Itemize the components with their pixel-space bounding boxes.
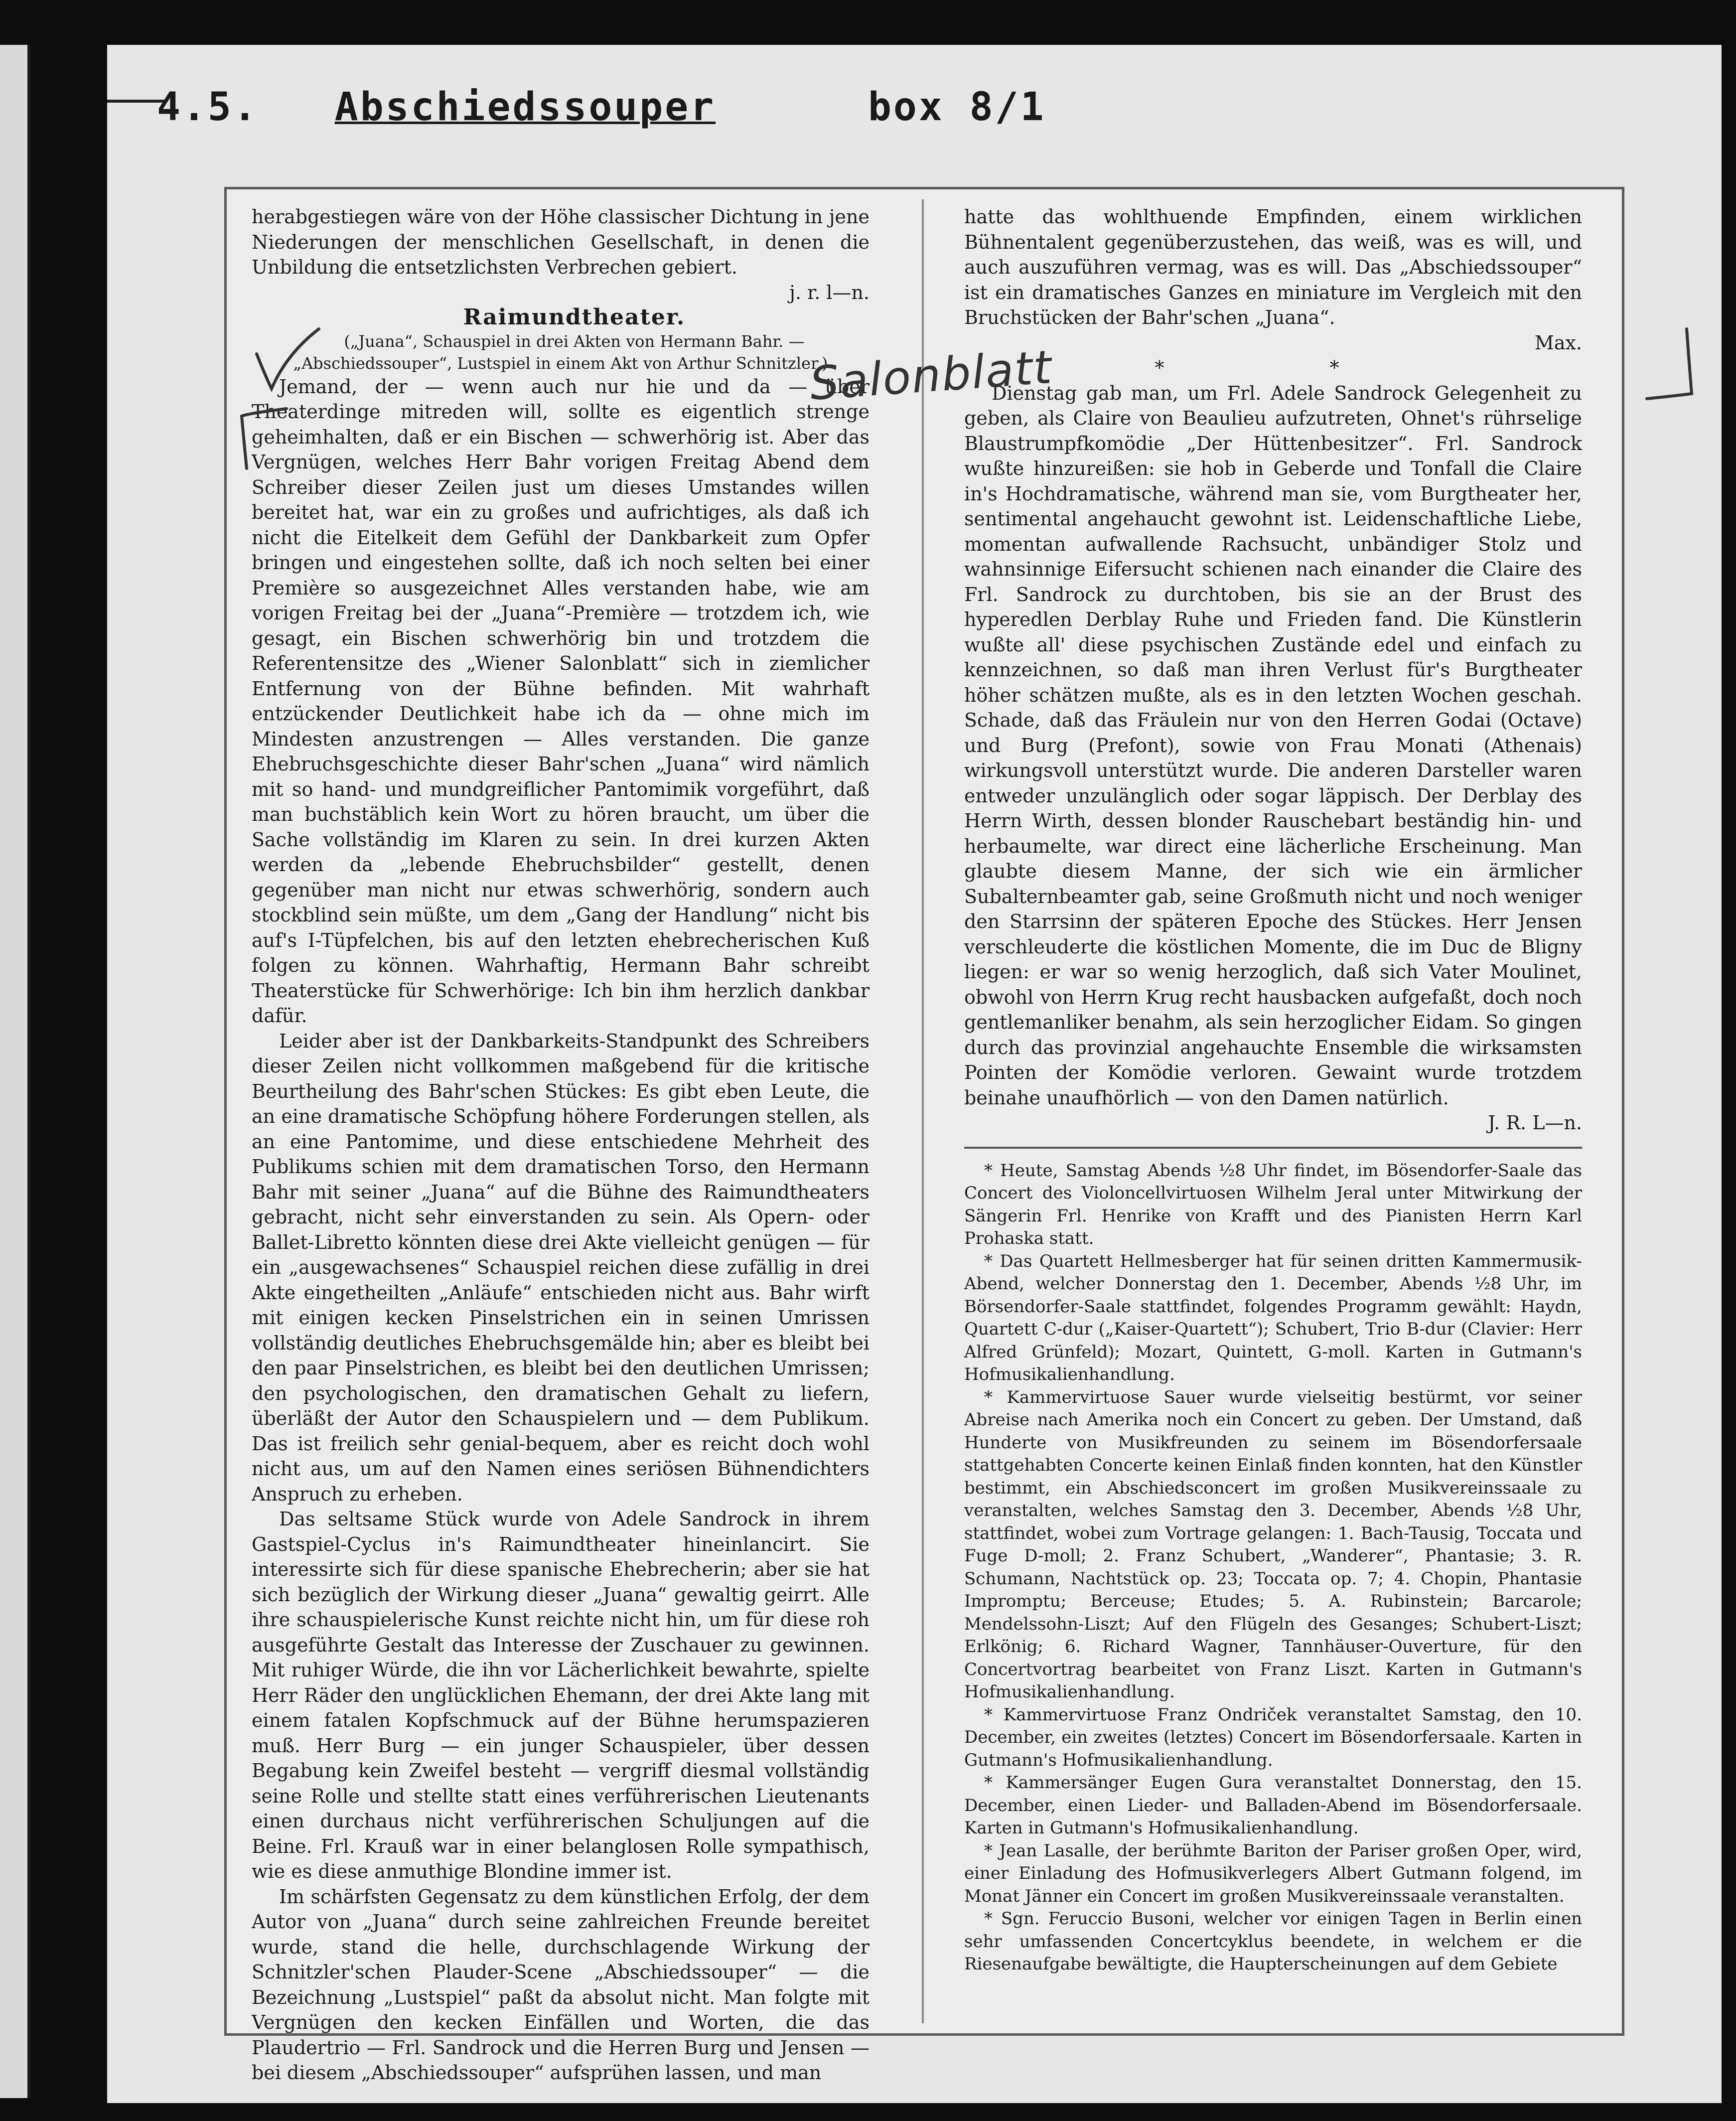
continuation-paragraph: hatte das wohlthuende Empfinden, einem wirklichen Bühnentalent gegenüberzustehen, das weiß, was es will, und auch auszuführen vermag, was es will. Das „Abschiedssouper“ ist ein dramatisches Ganzes en miniature im Vergleich mit den Bruchstücken der Bahr'schen „Juana“. <box>964 206 1582 328</box>
pencil-bracket-mark <box>232 404 291 473</box>
notice-item: * Sgn. Feruccio Busoni, welcher vor einigen Tagen in Berlin einen sehr umfassenden Concertcyklus beendete, in welchem er die Riesenaufgabe bewältigte, die Haupterscheinungen auf dem Gebiete <box>964 1909 1582 1974</box>
review-paragraph: Im schärfsten Gegensatz zu dem künstlichen Erfolg, der dem Autor von „Juana“ durch seine zahlreichen Freunde bereitet wurde, stand die helle, durchschlagende Wirkung der Schnitzler'schen Plauder-Scene „Abschiedssouper“ — die Bezeichnung „Lustspiel“ paßt da absolut nicht. Man folgte mit Vergnügen den kecken Einfällen und Worten, die das Plaudertrio — Frl. Sandrock und die Herren Burg und Jensen — bei diesem „Abschiedssouper“ aufsprühen lassen, und man <box>252 1885 869 2084</box>
notice-item: * Kammervirtuose Sauer wurde vielseitig bestürmt, vor seiner Abreise nach Amerika noch ein Concert zu geben. Der Umstand, daß Hunderte von Musikfreunden zu seinem im Bösendorfersaale stattgehabten Concerte keinen Einlaß finden konnten, hat den Künstler bestimmt, ein Abschiedsconcert im großen Musikvereinssaale zu veranstalten, welches Samstag den 3. December, Abends ½8 Uhr, stattfindet, wobei zum Vortrage gelangen: 1. Bach-Tausig, Toccata und Fuge D-moll; 2. Franz Schubert, „Wanderer“, Phantasie; 3. R. Schumann, Nachtstück op. 23; Toccata op. 7; 4. Chopin, Phantasie Impromptu; Berceuse; Etudes; 5. A. Rubinstein; Barcarole; Mendelssohn-Liszt; Auf den Flügeln des Gesanges; Schubert-Liszt; Erlkönig; 6. Richard Wagner, Tannhäuser-Ouverture, für den Concertvortrag bearbeitet von Franz Liszt. Karten in Gutmann's Hofmusikalienhandlung. <box>964 1387 1582 1702</box>
notice-item: * Kammersänger Eugen Gura veranstaltet Donnerstag, den 15. December, einen Lieder- und Balladen-Abend im Bösendorfersaale. Karten in Gutmann's Hofmusikalienhandlung. <box>964 1773 1582 1838</box>
work-title: Abschiedssouper <box>334 85 716 130</box>
left-column <box>252 204 869 2084</box>
adjacent-page-edge <box>0 45 30 2098</box>
review-paragraph: Leider aber ist der Dankbarkeits-Standpunkt des Schreibers dieser Zeilen nicht vollkommen maßgebend für die kritische Beurtheilung des Bahr'schen Stückes: Es gibt eben Leute, die an eine dramatische Schöpfung höhere Forderungen stellen, als an eine Pantomime, und diese entschiedene Mehrheit des Publikums schien mit dem dramatischen Torso, den Hermann Bahr mit seiner „Juana“ auf die Bühne des Raimundtheaters gebracht, nicht sehr einverstanden zu sein. Als Opern- oder Ballet-Libretto könnten diese drei Akte vielleicht genügen — für ein „ausgewachsenes“ Schauspiel reichen diese zufällig in drei Akte eingetheilten „Anläufe“ entschieden nicht aus. Bahr wirft mit einigen kecken Pinselstrichen ein in seinen Umrissen vollständig deutliches Ehebruchsgemälde hin; aber es bleibt bei den paar Pinselstrichen, es bleibt bei den deutlichen Umrissen; den psychologischen, den dramatischen Gehalt zu liefern, überläßt der Autor den Schauspielern und — dem Publikum. Das ist freilich sehr genial-bequem, aber es reicht doch wohl nicht aus, um auf den Namen eines seriösen Bühnendichters Anspruch zu erheben. <box>252 1030 869 1505</box>
intro-paragraph: herabgestiegen wäre von der Höhe classischer Dichtung in jene Niederungen der menschlichen Gesellschaft, in denen die Unbildung die entsetzlichsten Verbrechen gebiert. <box>252 206 869 278</box>
second-review-signature: J. R. L—n. <box>1488 1112 1582 1134</box>
intro-signature: j. r. l—n. <box>789 281 869 303</box>
pencil-margin-bracket <box>1642 324 1702 404</box>
section-stars: * * <box>1155 357 1419 379</box>
newspaper-clipping <box>224 187 1624 2084</box>
notice-item: * Heute, Samstag Abends ½8 Uhr findet, im Bösendorfer-Saale das Concert des Violoncellvirtuosen Wilhelm Jeral unter Mitwirkung der Sängerin Frl. Henrike von Krafft und des Pianisten Herrn Karl Prohaska statt. <box>964 1160 1582 1248</box>
column-divider <box>922 199 924 2023</box>
review-paragraph: Das seltsame Stück wurde von Adele Sandrock in ihrem Gastspiel-Cyclus in's Raimundtheater hineinlancirt. Sie interessirte sich für diese spanische Ehebrecherin; aber sie hat sich bezüglich der Wirkung dieser „Juana“ gewaltig geirrt. Alle ihre schauspielerische Kunst reichte nicht hin, um für diese roh ausgeführte Gestalt das Interesse der Zuschauer zu gewinnen. Mit ruhiger Würde, die ihn vor Lächerlichkeit bewahrte, spielte Herr Räder den unglücklichen Ehemann, der drei Akte lang mit einem fatalen Kopfschmuck auf der Bühne herumspazieren muß. Herr Burg — ein junger Schauspieler, über dessen Begabung kein Zweifel besteht — vergriff diesmal vollständig seine Rolle und stellte statt eines verführerischen Lieutenants einen durchaus nicht verführerischen Schuljungen auf die Beine. Frl. Krauß war in einer belanglosen Rolle sympathisch, wie es diese anmuthige Blondine immer ist. <box>252 1508 869 1882</box>
review-heading: Raimundtheater. <box>463 304 686 330</box>
review-subheading: („Juana“, Schauspiel in drei Akten von Hermann Bahr. — „Abschiedssouper“, Lustspiel in einem Akt von Arthur Schnitzler.) <box>293 331 828 373</box>
continuation-signature: Max. <box>1534 331 1582 354</box>
pencil-check-mark <box>252 324 321 394</box>
archive-header <box>157 85 1046 130</box>
right-column <box>964 204 1582 2018</box>
notice-item: * Das Quartett Hellmesberger hat für seinen dritten Kammermusik-Abend, welcher Donnerstag den 1. December, Abends ½8 Uhr, im Börsendorfer-Saale stattfindet, folgendes Programm gewählt: Haydn, Quartett C-dur („Kaiser-Quartett“); Schubert, Trio B-dur (Clavier: Herr Alfred Grünfeld); Mozart, Quintett, G-moll. Karten in Gutmann's Hofmusikalienhandlung. <box>964 1251 1582 1384</box>
concert-notices <box>964 1160 1582 1976</box>
handwritten-annotation: Salonblatt <box>808 340 1054 411</box>
notices-rule <box>964 1147 1582 1149</box>
box-label: box 8/1 <box>868 85 1046 130</box>
notice-item: * Kammervirtuose Franz Ondriček veranstaltet Samstag, den 10. December, ein zweites (letztes) Concert im Bösendorfersaale. Karten in Gutmann's Hofmusikalienhandlung. <box>964 1704 1582 1770</box>
notice-item: * Jean Lasalle, der berühmte Bariton der Pariser großen Oper, wird, einer Einladung des Hofmusikverlegers Albert Gutmann folgend, im Monat Jänner ein Concert im großen Musikvereinssaale veranstalten. <box>964 1840 1582 1906</box>
second-review-paragraph: Dienstag gab man, um Frl. Adele Sandrock Gelegenheit zu geben, als Claire von Beaulieu aufzutreten, Ohnet's rührselige Blaustrumpfkomödie „Der Hüttenbesitzer“. Frl. Sandrock wußte hinzureißen: sie hob in Geberde und Tonfall die Claire in's Hochdramatische, während man sie, vom Burgtheater her, sentimental angehaucht gewohnt ist. Leidenschaftliche Liebe, momentan aufwallende Rachsucht, unbändiger Stolz und wahnsinnige Eifersucht schienen nach einander die Claire des Frl. Sandrock zu durchtoben, bis sie an der Brust des hyperedlen Derblay Ruhe und Frieden fand. Die Künstlerin wußte all' diese psychischen Zustände edel und einfach zu kennzeichnen, so daß man ihren Verlust für's Burgtheater höher schätzen mußte, als es in den letzten Wochen geschah. Schade, daß das Fräulein nur von den Herren Godai (Octave) und Burg (Prefont), sowie von Frau Monati (Athenais) wirkungsvoll unterstützt wurde. Die anderen Darsteller waren entweder unzulänglich oder sogar läppisch. Der Derblay des Herrn Wirth, dessen blonder Rauschebart beständig hin- und herbaumelte, war direct eine lächerliche Erscheinung. Man glaubte diesem Manne, der sich wie ein ärmlicher Subalternbeamter gab, seine Großmuth nicht und noch weniger den Starrsinn der späteren Epoche des Stückes. Herr Jensen verschleuderte die köstlichen Momente, die im Duc de Bligny liegen: er war so wenig herzoglich, daß sich Vater Moulinet, obwohl von Herrn Krug recht hausbacken aufgefaßt, doch noch gentlemanliker benahm, als sein herzoglicher Eidam. So gingen durch das provinzial angehauchte Ensemble die wirksamsten Pointen der Komödie verloren. Gewaint wurde trotzdem beinahe unaufhörlich — von den Damen natürlich. <box>964 382 1582 1109</box>
review-paragraph: Jemand, der — wenn auch nur hie und da — über Theaterdinge mitreden will, sollte es eigentlich strenge geheimhalten, daß er ein Bischen — schwerhörig ist. Aber das Vergnügen, welches Herr Bahr vorigen Freitag Abend dem Schreiber dieser Zeilen just um dieses Umstandes willen bereitet hat, war ein zu großes und aufrichtiges, als daß ich nicht die Eitelkeit dem Gefühl der Dankbarkeit zum Opfer bringen und eingestehen sollte, daß ich noch selten bei einer Première so ausgezeichnet Alles verstanden habe, wie am vorigen Freitag bei der „Juana“-Première — trotzdem ich, wie gesagt, ein Bischen schwerhörig bin und trotzdem die Referentensitze des „Wiener Salonblatt“ sich in ziemlicher Entfernung von der Bühne befinden. Mit wahrhaft entzückender Deutlichkeit habe ich da — ohne mich im Mindesten anzustrengen — Alles verstanden. Die ganze Ehebruchsgeschichte dieser Bahr'schen „Juana“ wird nämlich mit so hand- und mundgreiflicher Pantomimik vorgeführt, daß man buchstäblich kein Wort zu hören braucht, um über die Sache vollständig im Klaren zu sein. In drei kurzen Akten werden da „lebende Ehebruchsbilder“ gestellt, denen gegenüber man nicht nur etwas schwerhörig, sondern auch stockblind sein müßte, um dem „Gang der Handlung“ nicht bis auf's I-Tüpfelchen, bis auf den letzten ehebrecherischen Kuß folgen zu können. Wahrhaftig, Hermann Bahr schreibt Theaterstücke für Schwerhörige: Ich bin ihm herzlich dankbar dafür. <box>252 375 869 1027</box>
section-number: 4.5. <box>157 85 259 130</box>
archive-sheet <box>107 45 1722 2103</box>
